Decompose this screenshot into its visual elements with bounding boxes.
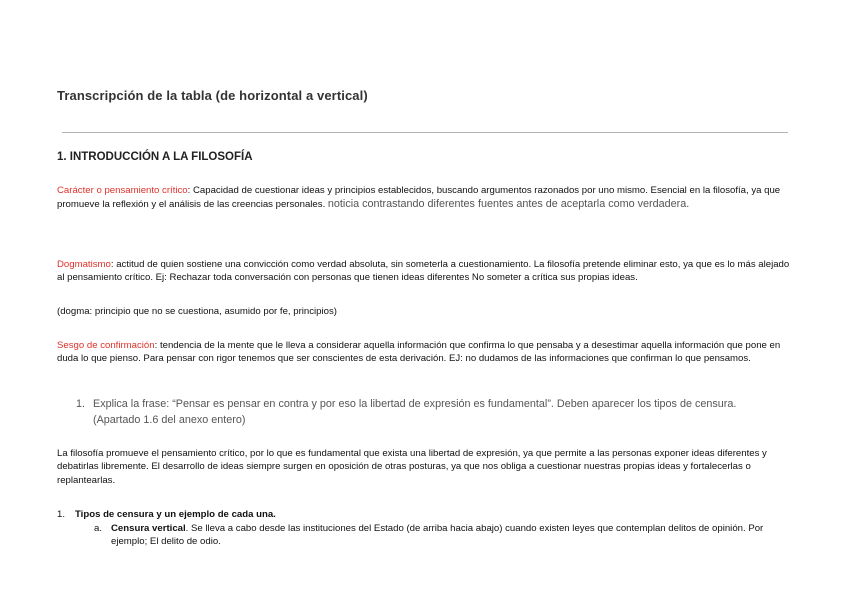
sub-item-vertical-censorship [57, 522, 797, 549]
definition-vertical-censorship: . Se lleva a cabo desde las instituciones del Estado (de arriba hacia abajo) cuando existen leyes que contemplan delitos de opinión. Por ejemplo; El delito de odio. [111, 522, 764, 547]
numbered-question-item [76, 397, 776, 428]
list-item-censorship-types [57, 508, 797, 522]
list-number: 1. [57, 509, 66, 520]
term-confirmation-bias: Sesgo de confirmación [57, 340, 155, 351]
paragraph-freedom-of-expression: La filosofía promueve el pensamiento crítico, por lo que es fundamental que exista una libertad de expresión, ya que permite a las personas exponer ideas diferentes y debatirlas libremente. El desarrollo de ideas siempre surgen en oposición de otras posturas, ya que nos obliga a cuestionar nuestras propias ideas y fortalecerlas o replantearlas. [57, 448, 767, 486]
question-number: 1. [76, 398, 86, 410]
term-dogmatism: Dogmatismo [57, 259, 111, 270]
term-critical-thinking: Carácter o pensamiento crítico [57, 185, 188, 196]
extra-note-text: noticia contrastando diferentes fuentes antes de aceptarla como verdadera. [327, 198, 690, 211]
term-colon: : [187, 185, 193, 196]
term-colon: : [110, 259, 117, 270]
definition-dogmatism: actitud de quien sostiene una convicción como verdad absoluta, sin someterla a cuestionamiento. La filosofía pretende eliminar esto, ya que es lo más alejado al pensamiento crítico. Ej: Rechazar toda conversación con personas que tienen ideas diferentes No someter a crítica sus propias ideas. [57, 259, 790, 284]
list-heading: Tipos de censura y un ejemplo de cada una. [75, 509, 276, 520]
question-text: Explica la frase: “Pensar es pensar en contra y por eso la libertad de expresión es fundamental”. Deben aparecer los tipos de censura. (Apartado 1.6 del anexo entero) [93, 398, 737, 426]
sub-item-marker: a. [94, 522, 103, 534]
document-title: Transcripción de la tabla (de horizontal a vertical) [57, 88, 368, 103]
definition-critical-thinking: Capacidad de cuestionar ideas y principios establecidos, buscando argumentos razonados por uno mismo. Esencial en la filosofía, ya que promueve la reflexión y el análisis de las creencias personales. [57, 185, 781, 211]
term-vertical-censorship: Censura vertical [111, 522, 186, 534]
paragraph-dogmatism [57, 258, 792, 285]
definition-confirmation-bias: tendencia de la mente que le lleva a considerar aquella información que confirma lo que pensaba y a desestimar aquella información que pone en duda lo que pienso. Para pensar con rigor tenemos que ser conscientes de esta derivación. EJ: no dudamos de las informaciones que confirman lo que pensamos. [57, 340, 781, 365]
censorship-list [57, 508, 797, 549]
horizontal-divider [62, 132, 788, 133]
term-colon: : [154, 340, 160, 351]
paragraph-critical-thinking [57, 184, 792, 212]
section-heading: 1. INTRODUCCIÓN A LA FILOSOFÍA [57, 151, 253, 163]
sub-item-text-block [111, 522, 797, 549]
paragraph-confirmation-bias [57, 339, 792, 366]
paragraph-dogma-note: (dogma: principio que no se cuestiona, asumido por fe, principios) [57, 306, 337, 317]
